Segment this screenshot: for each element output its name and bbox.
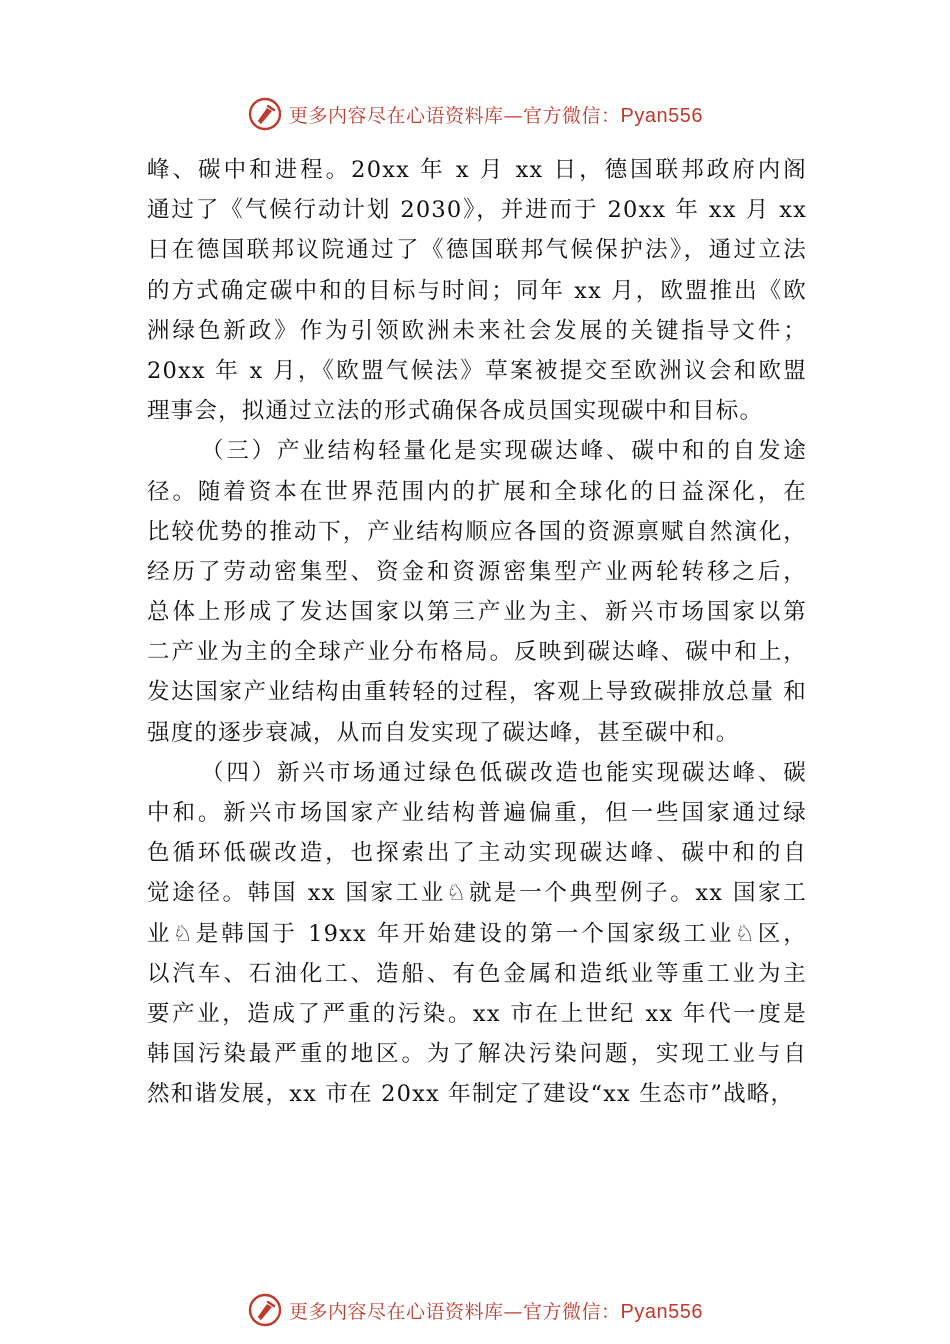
text-line: 的方式确定碳中和的目标与时间；同年 xx 月，欧盟推出《欧 [147,277,807,304]
document-body [147,150,807,1115]
watermark-text: 更多内容尽在心语资料库—官方微信：Pyan556 [289,1300,703,1323]
text-line: 比较优势的推动下，产业结构顺应各国的资源禀赋自然演化， [147,518,807,545]
text-line: 强度的逐步衰减，从而自发实现了碳达峰，甚至碳中和。 [147,719,740,746]
text-line: 总体上形成了发达国家以第三产业为主、新兴市场国家以第 [147,599,807,626]
text-line: 觉途径。韩国 xx 国家工业♘就是一个典型例子。xx 国家工 [147,880,807,907]
watermark-text: 更多内容尽在心语资料库—官方微信：Pyan556 [289,104,703,127]
text-line: 二产业为主的全球产业分布格局。反映到碳达峰、碳中和上， [147,639,807,666]
paragraph [147,431,807,753]
text-line: 径。随着资本在世界范围内的扩展和全球化的日益深化，在 [147,478,807,505]
text-line: 通过了《气候行动计划 2030》，并进而于 20xx 年 xx 月 xx [147,197,807,224]
text-line: 20xx 年 x 月，《欧盟气候法》草案被提交至欧洲议会和欧盟 [147,357,807,384]
text-line: 理事会，拟通过立法的形式确保各成员国实现碳中和目标。 [147,398,764,425]
paragraph [147,150,807,431]
text-line: 然和谐发展，xx 市在 20xx 年制定了建设“xx 生态市”战略， [147,1081,795,1108]
text-line: 经历了劳动密集型、资金和资源密集型产业两轮转移之后， [147,558,807,585]
text-line: （四）新兴市场通过绿色低碳改造也能实现碳达峰、碳 [201,759,807,786]
watermark-wechat-id: Pyan556 [620,1300,703,1323]
text-line: 韩国污染最严重的地区。为了解决污染问题，实现工业与自 [147,1041,807,1068]
paragraph [147,753,807,1115]
text-line: 中和。新兴市场国家产业结构普遍偏重，但一些国家通过绿 [147,800,807,826]
footer-watermark [0,1290,950,1330]
text-line: 发达国家产业结构由重转轻的过程，客观上导致碳排放总量 和 [147,679,807,706]
text-line: （三）产业结构轻量化是实现碳达峰、碳中和的自发途 [201,438,807,465]
text-line: 色循环低碳改造，也探索出了主动实现碳达峰、碳中和的自 [147,840,807,867]
header-watermark [0,94,950,134]
watermark-wechat-id: Pyan556 [620,104,703,127]
pen-nib-circle-icon [247,96,283,132]
pen-nib-circle-icon [247,1292,283,1328]
text-line: 要产业，造成了严重的污染。xx 市在上世纪 xx 年代一度是 [147,1000,807,1027]
text-line: 日在德国联邦议院通过了《德国联邦气候保护法》，通过立法 [147,237,807,264]
text-line: 以汽车、石油化工、造船、有色金属和造纸业等重工业为主 [147,960,807,987]
text-line: 业♘是韩国于 19xx 年开始建设的第一个国家级工业♘区， [147,920,807,947]
text-line: 洲绿色新政》作为引领欧洲未来社会发展的关键指导文件； [147,317,807,344]
text-line: 峰、碳中和进程。20xx 年 x 月 xx 日，德国联邦政府内阁 [147,157,807,183]
